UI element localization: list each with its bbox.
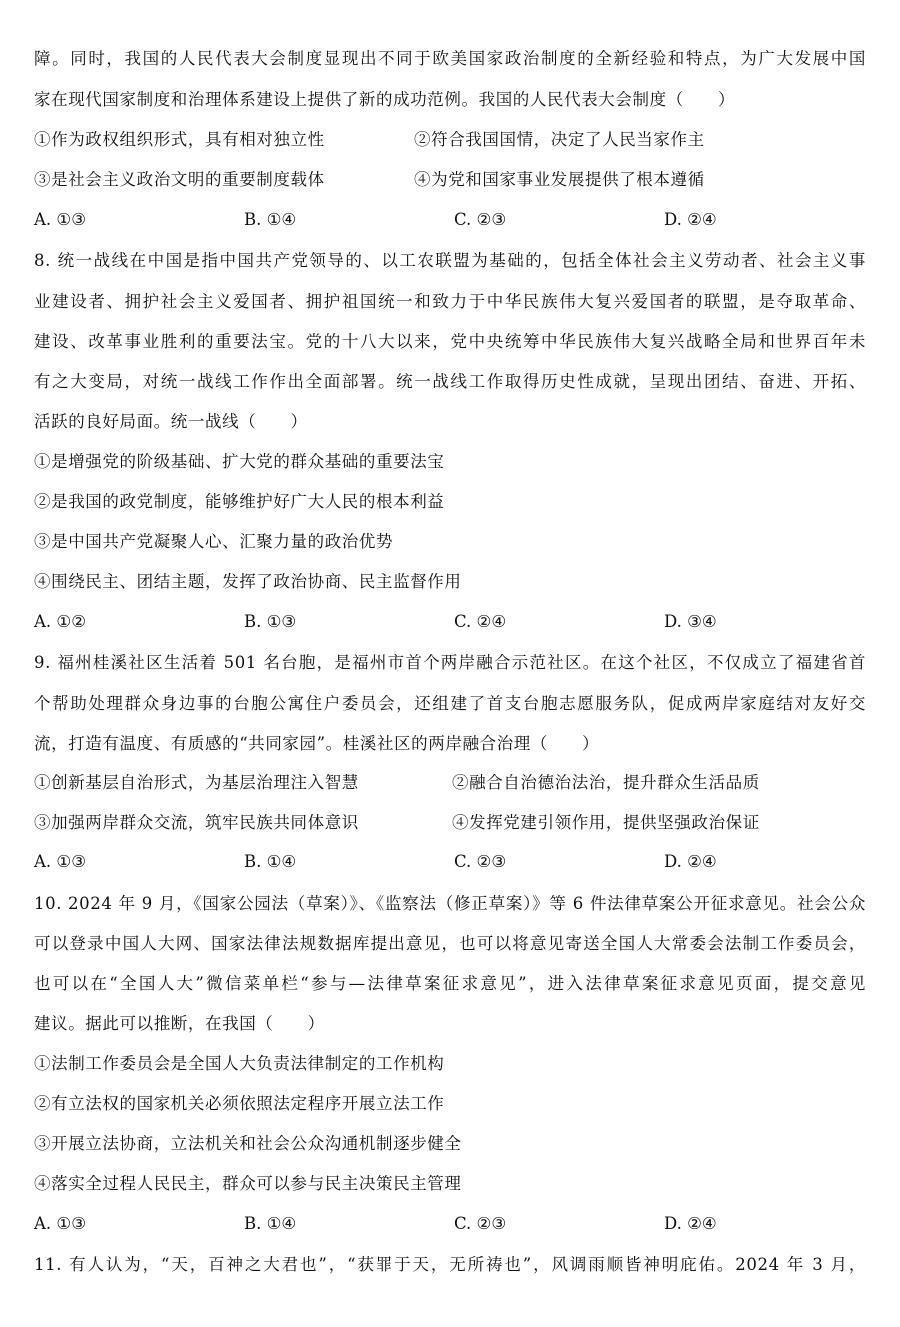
q11-stem-line-1: 11. 有人认为，“天，百神之大君也”，“获罪于天，无所祷也”，风调雨顺皆神明庇佑。2024 年 3 月， — [34, 1255, 866, 1274]
q8-answer-a: A. ①② — [34, 612, 86, 631]
q9-stem-line-2: 个帮助处理群众身边事的台胞公寓住户委员会，还组建了首支台胞志愿服务队，促成两岸家庭结对友好交 — [34, 694, 866, 713]
q10-stem-line-3: 也可以在“全国人大”微信菜单栏“参与—法律草案征求意见”，进入法律草案征求意见页面，提交意见 — [34, 974, 866, 993]
q7-option-2: ②符合我国国情，决定了人民当家作主 — [414, 130, 705, 149]
q9-stem-line-1: 9. 福州桂溪社区生活着 501 名台胞，是福州市首个两岸融合示范社区。在这个社区，不仅成立了福建省首 — [34, 653, 866, 672]
q8-stem-line-1: 8. 统一战线在中国是指中国共产党领导的、以工农联盟为基础的，包括全体社会主义劳动者、社会主义事 — [34, 251, 866, 270]
q7-option-3: ③是社会主义政治文明的重要制度载体 — [34, 170, 325, 189]
q7-option-1: ①作为政权组织形式，具有相对独立性 — [34, 130, 325, 149]
q9-answer-d: D. ②④ — [664, 852, 717, 871]
q9-option-1: ①创新基层自治形式，为基层治理注入智慧 — [34, 773, 359, 792]
q9-answer-c: C. ②③ — [454, 852, 507, 871]
q9-option-3: ③加强两岸群众交流，筑牢民族共同体意识 — [34, 813, 359, 832]
q8-answer-c: C. ②④ — [454, 612, 507, 631]
q8-option-4: ④围绕民主、团结主题，发挥了政治协商、民主监督作用 — [34, 572, 462, 591]
q7-answer-b: B. ①④ — [244, 210, 297, 229]
q8-option-1: ①是增强党的阶级基础、扩大党的群众基础的重要法宝 — [34, 452, 445, 471]
q9-answer-a: A. ①③ — [34, 852, 86, 871]
q7-stem-line-1: 障。同时，我国的人民代表大会制度显现出不同于欧美国家政治制度的全新经验和特点，为广大发展中国 — [34, 49, 866, 68]
q8-stem-line-4: 有之大变局，对统一战线工作作出全面部署。统一战线工作取得历史性成就，呈现出团结、奋进、开拓、 — [34, 372, 866, 391]
q8-stem-line-2: 业建设者、拥护社会主义爱国者、拥护祖国统一和致力于中华民族伟大复兴爱国者的联盟，是夺取革命、 — [34, 292, 866, 311]
q8-stem-line-3: 建设、改革事业胜利的重要法宝。党的十八大以来，党中央统筹中华民族伟大复兴战略全局和世界百年未 — [34, 332, 866, 351]
q9-option-2: ②融合自治德治法治，提升群众生活品质 — [452, 773, 760, 792]
q10-option-2: ②有立法权的国家机关必须依照法定程序开展立法工作 — [34, 1094, 445, 1113]
q10-option-4: ④落实全过程人民民主，群众可以参与民主决策民主管理 — [34, 1174, 462, 1193]
q9-answer-b: B. ①④ — [244, 852, 297, 871]
q10-answer-a: A. ①③ — [34, 1214, 86, 1233]
q10-answer-c: C. ②③ — [454, 1214, 507, 1233]
q7-option-4: ④为党和国家事业发展提供了根本遵循 — [414, 170, 705, 189]
q7-stem-line-2: 家在现代国家制度和治理体系建设上提供了新的成功范例。我国的人民代表大会制度（ ） — [34, 90, 736, 109]
q10-stem-line-2: 可以登录中国人大网、国家法律法规数据库提出意见，也可以将意见寄送全国人大常委会法制工作委员会， — [34, 934, 866, 953]
q10-stem-line-4: 建议。据此可以推断，在我国（ ） — [34, 1014, 325, 1033]
q8-answer-b: B. ①③ — [244, 612, 297, 631]
q7-answer-a: A. ①③ — [34, 210, 86, 229]
q8-stem-line-5: 活跃的良好局面。统一战线（ ） — [34, 412, 308, 431]
q10-stem-line-1: 10. 2024 年 9 月，《国家公园法（草案）》、《监察法（修正草案）》等 6 件法律草案公开征求意见。社会公众 — [34, 894, 866, 913]
q10-answer-b: B. ①④ — [244, 1214, 297, 1233]
q7-answer-c: C. ②③ — [454, 210, 507, 229]
q10-option-3: ③开展立法协商，立法机关和社会公众沟通机制逐步健全 — [34, 1134, 462, 1153]
q8-option-2: ②是我国的政党制度，能够维护好广大人民的根本利益 — [34, 492, 445, 511]
q9-option-4: ④发挥党建引领作用，提供坚强政治保证 — [452, 813, 760, 832]
q10-option-1: ①法制工作委员会是全国人大负责法律制定的工作机构 — [34, 1054, 445, 1073]
q8-answer-d: D. ③④ — [664, 612, 717, 631]
q7-answer-d: D. ②④ — [664, 210, 717, 229]
q8-option-3: ③是中国共产党凝聚人心、汇聚力量的政治优势 — [34, 532, 394, 551]
q10-answer-d: D. ②④ — [664, 1214, 717, 1233]
q9-stem-line-3: 流，打造有温度、有质感的“共同家园”。桂溪社区的两岸融合治理（ ） — [34, 734, 600, 753]
